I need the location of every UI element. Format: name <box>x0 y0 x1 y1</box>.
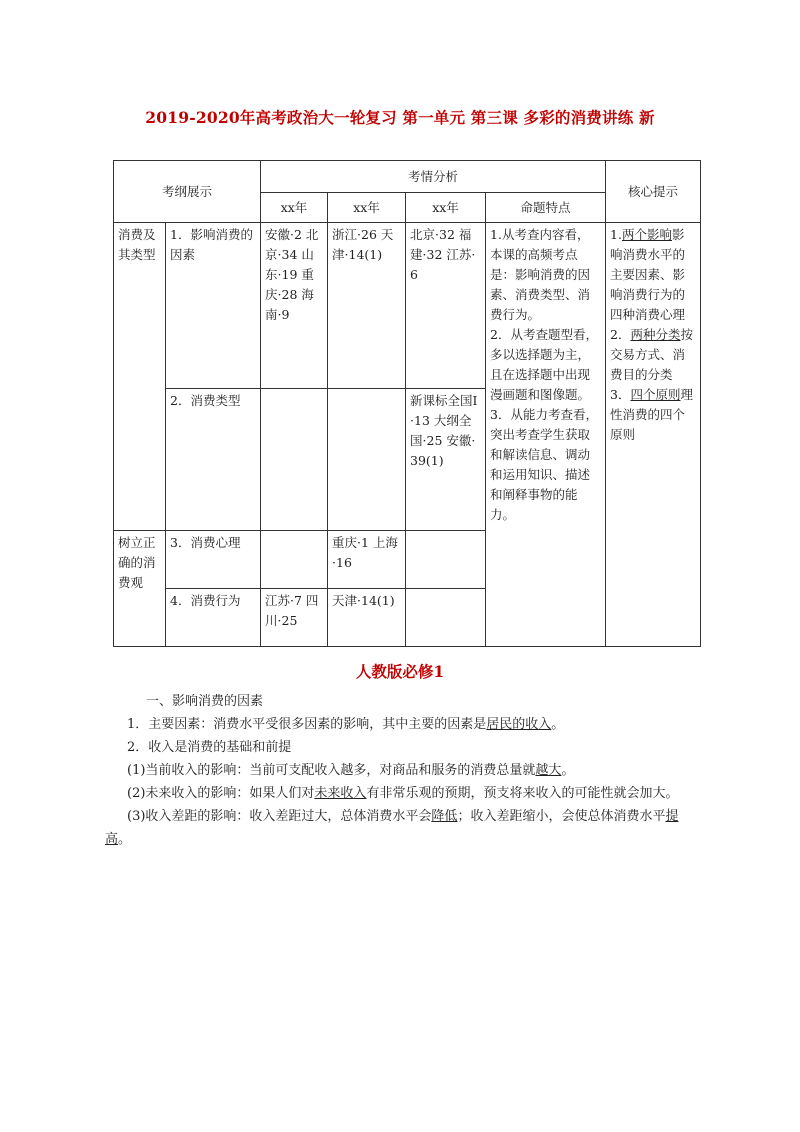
feature-2: 2．从考查题型看，多以选择题为主，且在选择题中出现漫画题和图像题。 <box>490 327 598 402</box>
topic-1: 1．影响消费的因素 <box>166 223 261 389</box>
paragraph-1: 1．主要因素：消费水平受很多因素的影响，其中主要的因素是居民的收入。 <box>127 717 565 732</box>
topic-3-year-2: 重庆·1 上海·16 <box>328 531 406 589</box>
keyword-lower: 降低 <box>431 809 458 824</box>
group-consumption-types: 消费及其类型 <box>114 223 166 531</box>
paragraph-5: (3)收入差距的影响：收入差距过大，总体消费水平会降低；收入差距缩小，会使总体消费水平提高。 <box>105 809 679 847</box>
topic-2-year-2 <box>328 389 406 531</box>
topic-3: 3．消费心理 <box>166 531 261 589</box>
paragraph-3: (1)当前收入的影响：当前可支配收入越多，对商品和服务的消费总量就越大。 <box>127 763 575 778</box>
header-year-1: xx年 <box>261 193 328 223</box>
core-2-keyword: 两种分类 <box>630 327 681 342</box>
section-heading: 一、影响消费的因素 <box>146 694 264 709</box>
keyword-resident-income: 居民的收入 <box>486 717 552 732</box>
header-year-2: xx年 <box>328 193 406 223</box>
paragraph-2: 2．收入是消费的基础和前提 <box>127 740 292 755</box>
exam-outline-table <box>113 160 701 647</box>
topic-4-year-1: 江苏·7 四川·25 <box>261 589 328 647</box>
topic-4-year-2: 天津·14(1) <box>328 589 406 647</box>
topic-1-year-3: 北京·32 福建·32 江苏·6 <box>406 223 486 389</box>
core-1: 1.两个影响影响消费水平的主要因素、影响消费行为的四种消费心理 <box>610 227 686 322</box>
header-core: 核心提示 <box>606 161 701 223</box>
document-title: 2019-2020年高考政治大一轮复习 第一单元 第三课 多彩的消费讲练 新 <box>145 108 655 127</box>
topic-3-year-3 <box>406 531 486 589</box>
feature-1: 1.从考查内容看，本课的高频考点是：影响消费的因素、消费类型、消费行为。 <box>490 227 591 322</box>
feature-3: 3．从能力考查看，突出考查学生获取和解读信息、调动和运用知识、描述和阐释事物的能力。 <box>490 407 598 522</box>
topic-1-year-1: 安徽·2 北京·34 山东·19 重庆·28 海南·9 <box>261 223 328 389</box>
topic-4-year-3 <box>406 589 486 647</box>
keyword-future-income: 未来收入 <box>314 786 367 801</box>
topic-2-year-3: 新课标全国Ⅰ·13 大纲全国·25 安徽·39(1) <box>406 389 486 531</box>
core-1-keyword: 两个影响 <box>621 227 672 242</box>
header-outline: 考纲展示 <box>114 161 261 223</box>
topic-3-year-1 <box>261 531 328 589</box>
topic-2-year-1 <box>261 389 328 531</box>
core-cell <box>606 223 701 647</box>
topic-2: 2．消费类型 <box>166 389 261 531</box>
keyword-raise: 提高 <box>105 809 679 847</box>
body-text <box>105 690 697 851</box>
header-features: 命题特点 <box>486 193 606 223</box>
core-3: 3．四个原则理性消费的四个原则 <box>610 387 694 442</box>
group-consumption-view: 树立正确的消费观 <box>114 531 166 647</box>
header-year-3: xx年 <box>406 193 486 223</box>
document-subtitle: 人教版必修1 <box>355 662 445 681</box>
core-3-keyword: 四个原则 <box>630 387 681 402</box>
keyword-larger: 越大 <box>535 763 562 778</box>
core-2: 2．两种分类按交易方式、消费目的分类 <box>610 327 694 382</box>
header-analysis: 考情分析 <box>261 161 606 193</box>
topic-1-year-2: 浙江·26 天津·14(1) <box>328 223 406 389</box>
features-cell <box>486 223 606 647</box>
paragraph-4: (2)未来收入的影响：如果人们对未来收入有非常乐观的预期，预支将来收入的可能性就会加大。 <box>127 786 679 801</box>
topic-4: 4．消费行为 <box>166 589 261 647</box>
